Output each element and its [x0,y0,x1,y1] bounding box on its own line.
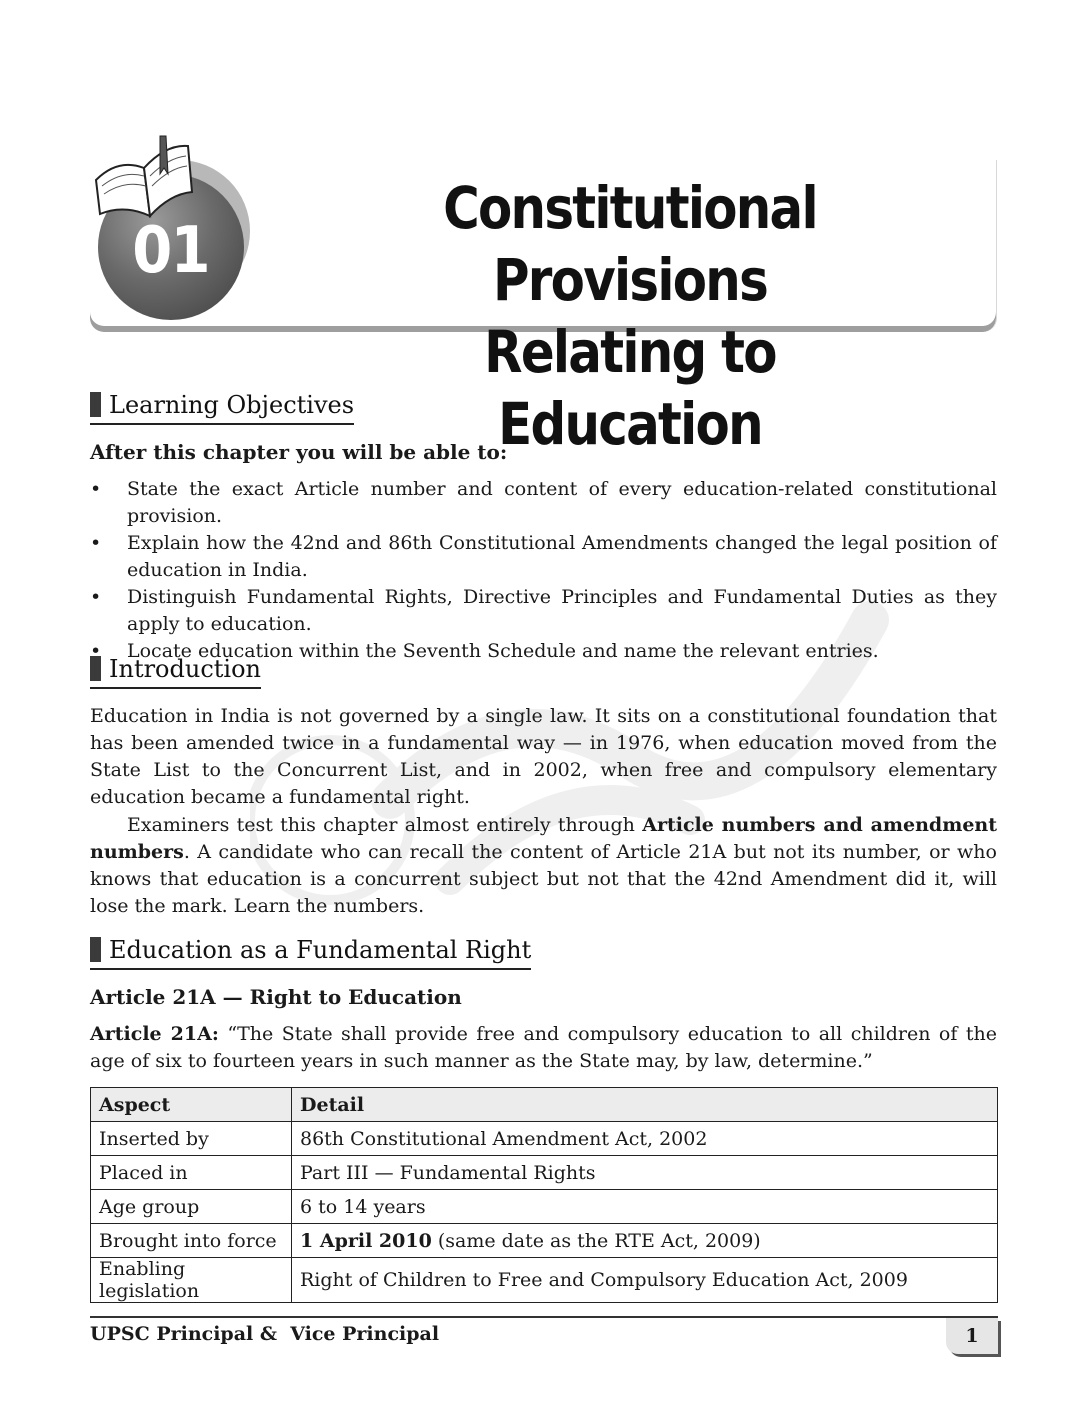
learning-objectives-heading-text: Learning Objectives [109,391,355,419]
table-cell-detail: Right of Children to Free and Compulsory Education Act, 2009 [292,1258,998,1303]
table-header-row [91,1088,998,1122]
heading-bar [90,392,101,417]
objectives-lead: After this chapter you will be able to: [90,440,508,464]
learning-objectives-heading [90,390,354,425]
table-row [91,1156,998,1190]
introduction-heading-text: Introduction [109,655,261,683]
chapter-number: 01 [132,214,210,288]
chapter-title [300,172,960,460]
table-row [91,1190,998,1224]
table-cell-detail-bold: 1 April 2010 [300,1229,432,1252]
table-cell-detail-rest: (same date as the RTE Act, 2009) [431,1229,761,1252]
para2-start: Examiners test this chapter almost entirely through [127,814,643,836]
open-book-icon [88,128,198,218]
footer-rule [90,1316,998,1318]
list-item: • Distinguish Fundamental Rights, Directive Principles and Fundamental Duties as they apply to education. [90,584,997,638]
fundamental-right-heading-text: Education as a Fundamental Right [109,936,532,964]
table-cell-detail: 6 to 14 years [292,1190,998,1224]
table-cell-aspect: Age group [91,1190,292,1224]
article-21a-table [90,1087,998,1303]
article-21a-quote [90,1021,997,1075]
chapter-title-line2: Relating to Education [484,318,776,458]
table-cell-aspect: Enabling legislation [91,1258,292,1303]
table-cell-aspect: Placed in [91,1156,292,1190]
fundamental-right-heading [90,935,531,970]
table-cell-detail: Part III — Fundamental Rights [292,1156,998,1190]
quote-label: Article 21A: [90,1023,219,1045]
table-row [91,1224,998,1258]
footer-book-title: UPSC Principal & Vice Principal [90,1323,440,1345]
table-row [91,1122,998,1156]
table-header-aspect: Aspect [91,1088,292,1122]
list-item: • Explain how the 42nd and 86th Constitutional Amendments changed the legal position of education in India. [90,530,997,584]
para2-bold: Article numbers and amendment numbers [90,814,998,863]
table-cell-detail: 86th Constitutional Amendment Act, 2002 [292,1122,998,1156]
table-row [91,1258,998,1303]
table-cell-aspect: Inserted by [91,1122,292,1156]
chapter-title-line1: Constitutional Provisions [443,174,817,314]
heading-bar [90,937,101,962]
quote-text: “The State shall provide free and compulsory education to all children of the age of six to fourteen years in such manner as the State may, by law, determine.” [90,1023,997,1072]
objectives-list [90,476,997,665]
table-cell-aspect: Brought into force [91,1224,292,1258]
introduction-heading [90,654,261,689]
heading-bar [90,656,101,681]
page-number: 1 [946,1318,998,1354]
table-header-detail: Detail [292,1088,998,1122]
table-cell-detail [292,1224,998,1258]
article-21a-subheading: Article 21A — Right to Education [90,985,462,1009]
list-item: • Locate education within the Seventh Schedule and name the relevant entries. [90,638,997,665]
introduction-paragraph-2 [90,812,997,920]
introduction-paragraph-1: Education in India is not governed by a single law. It sits on a constitutional foundation that has been amended twice in a fundamental way — in 1976, when education moved from the State List to the Concurrent List, and in 2002, when free and compulsory elementary education became a fundamental right. [90,705,997,808]
para2-end: . A candidate who can recall the content of Article 21A but not its number, or who knows that education is a concurrent subject but not that the 42nd Amendment did it, will lose the mark. Learn the numbers. [90,841,997,917]
list-item: • State the exact Article number and content of every education-related constitutional provision. [90,476,997,530]
